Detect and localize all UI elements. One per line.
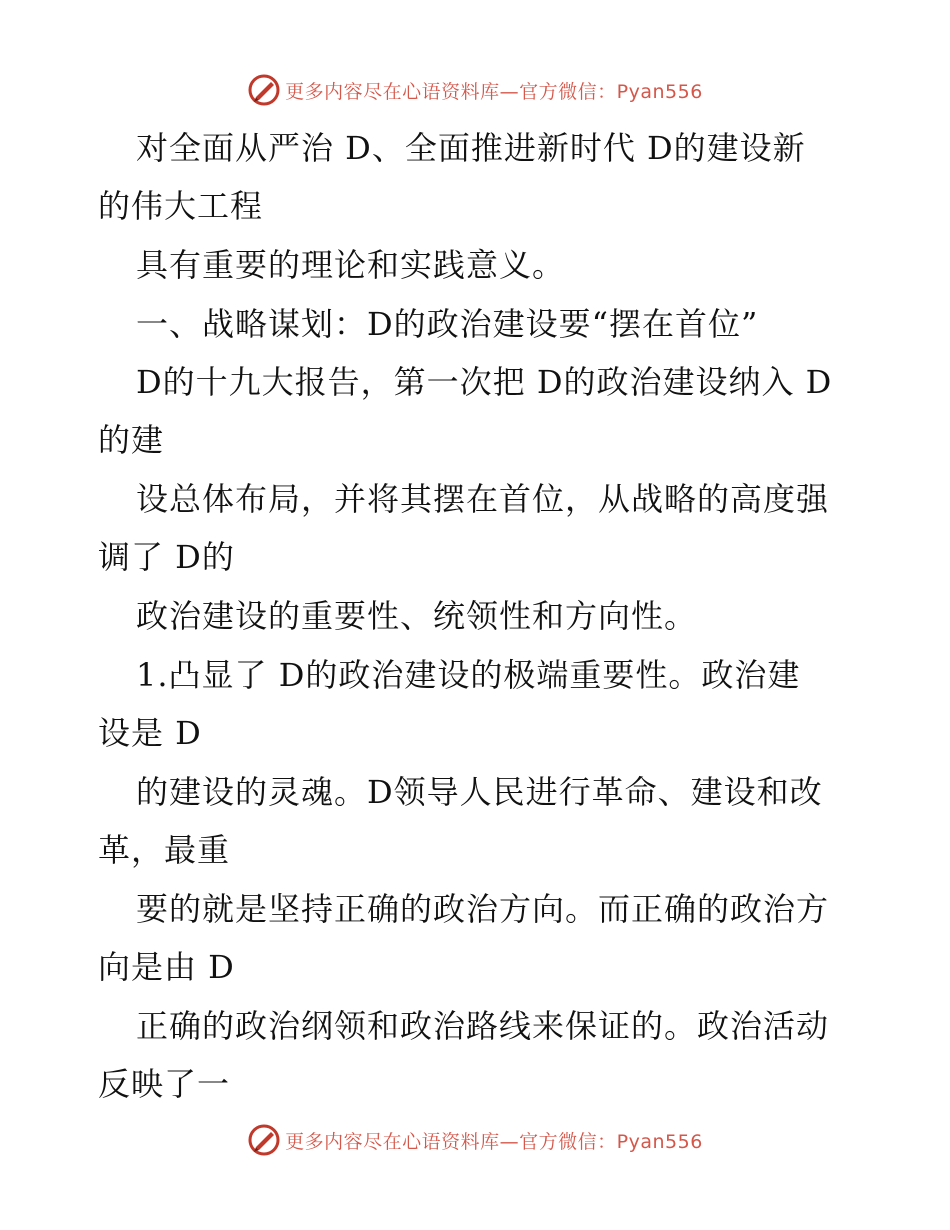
paragraph-line: 政治建设的重要性、统领性和方向性。 xyxy=(136,597,698,635)
paragraph-line: 革，最重 xyxy=(98,831,231,869)
header-watermark-banner xyxy=(0,70,950,110)
paragraph-line: 要的就是坚持正确的政治方向。而正确的政治方 xyxy=(136,890,830,928)
paragraph-line: D的十九大报告，第一次把 D的政治建设纳入 D xyxy=(136,363,833,401)
paragraph-line: 的伟大工程 xyxy=(98,187,264,225)
section-heading: 一、战略谋划：D的政治建设要“摆在首位” xyxy=(136,305,759,343)
paragraph-line: 设是 D xyxy=(98,714,202,752)
paragraph-line: 对全面从严治 D、全面推进新时代 D的建设新 xyxy=(136,129,806,167)
pen-logo-icon xyxy=(247,73,281,107)
paragraph-line: 调了 D的 xyxy=(98,538,235,576)
pen-logo-icon xyxy=(247,1123,281,1157)
paragraph-line: 正确的政治纲领和政治路线来保证的。政治活动 xyxy=(136,1007,830,1045)
watermark-text: 更多内容尽在心语资料库—官方微信：Pyan556 xyxy=(285,80,703,103)
paragraph-line: 向是由 D xyxy=(98,948,235,986)
paragraph-line: 的建设的灵魂。D领导人民进行革命、建设和改 xyxy=(136,773,823,811)
paragraph-line: 1.凸显了 D的政治建设的极端重要性。政治建 xyxy=(136,656,801,694)
paragraph-line: 具有重要的理论和实践意义。 xyxy=(136,246,566,284)
paragraph-line: 设总体布局，并将其摆在首位，从战略的高度强 xyxy=(136,480,830,518)
paragraph-line: 反映了一 xyxy=(98,1065,231,1103)
footer-watermark-banner xyxy=(0,1120,950,1160)
watermark-text: 更多内容尽在心语资料库—官方微信：Pyan556 xyxy=(285,1130,703,1153)
paragraph-line: 的建 xyxy=(98,421,165,459)
